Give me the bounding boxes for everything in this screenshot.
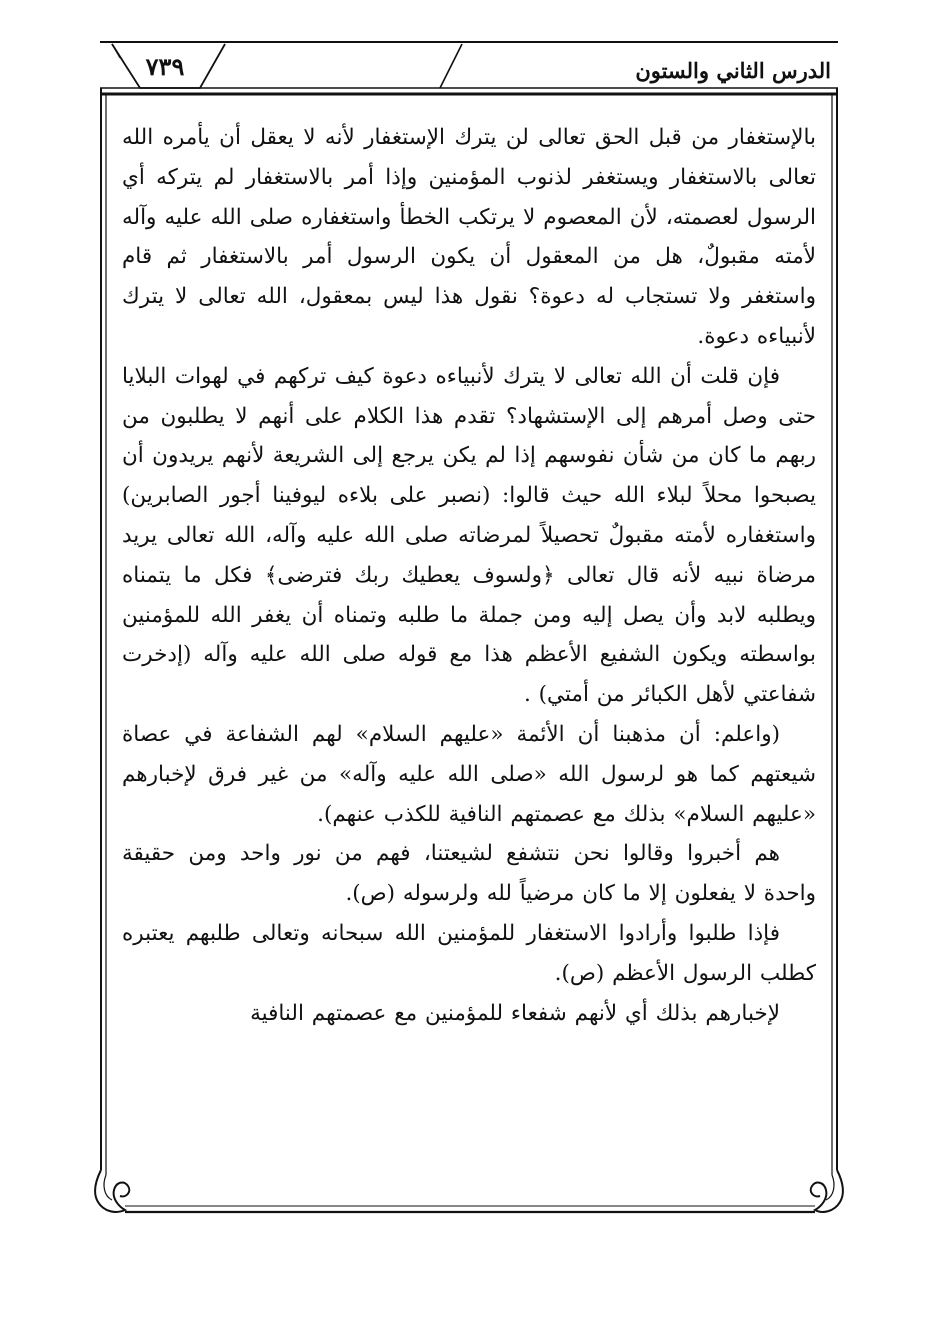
paragraph-4: هم أخبروا وقالوا نحن نتشفع لشيعتنا، فهم من نور واحد ومن حقيقة واحدة لا يفعلون إلا ما كان مرضياً لله ولرسوله (ص).	[122, 841, 816, 907]
page-number: ٧٣٩	[145, 52, 185, 81]
running-header-title: الدرس الثاني والستون	[635, 58, 831, 83]
body-text	[122, 118, 816, 1033]
paragraph-3: (واعلم: أن مذهبنا أن الأئمة «عليهم السلام» لهم الشفاعة في عصاة شيعتهم كما هو لرسول الله «صلى الله عليه وآله» من غير فرق لإخبارهم «عليهم السلام» بذلك مع عصمتهم النافية للكذب عنهم).	[122, 721, 816, 827]
paragraph-5: فإذا طلبوا وأرادوا الاستغفار للمؤمنين الله سبحانه وتعالى طلبهم يعتبره كطلب الرسول الأعظم (ص).	[122, 920, 816, 986]
paragraph-6: لإخبارهم بذلك أي لأنهم شفعاء للمؤمنين مع عصمتهم النافية	[250, 1000, 780, 1026]
paragraph-2: فإن قلت أن الله تعالى لا يترك لأنبياءه دعوة كيف تركهم في لهوات البلايا حتى وصل أمرهم إلى الإستشهاد؟ تقدم هذا الكلام على أنهم لا يطلبون من ربهم ما كان من شأن نفوسهم إذا لم يكن يرجع إلى الشريعة لأنهم يريدون أن يصبحوا محلاً لبلاء الله حيث قالوا: (نصبر على بلاءه ليوفينا أجور الصابرين) واستغفاره لأمته مقبولٌ تحصيلاً لمرضاته صلى الله عليه وآله، الله تعالى يريد مرضاة نبيه لأنه قال تعالى ﴿ولسوف يعطيك ربك فترضى﴾ فكل ما يتمناه ويطلبه لابد وأن يصل إليه ومن جملة ما طلبه وتمناه أن يغفر الله للمؤمنين بواسطته ويكون الشفيع الأعظم هذا مع قوله صلى الله عليه وآله (إدخرت شفاعتي لأهل الكبائر من أمتي) .	[122, 363, 817, 708]
paragraph-1: بالإستغفار من قبل الحق تعالى لن يترك الإستغفار لأنه لا يعقل أن يأمره الله تعالى بالاستغفار ويستغفر لذنوب المؤمنين وإذا أمر بالاستغفار لم يتركه أي الرسول لعصمته، لأن المعصوم لا يرتكب الخطأ واستغفاره صلى الله عليه وآله لأمته مقبولٌ، هل من المعقول أن يكون الرسول أمر بالاستغفار ثم قام واستغفر ولا تستجاب له دعوة؟ نقول هذا ليس بمعقول، الله تعالى لا يترك لأنبياءه دعوة.	[122, 125, 816, 349]
